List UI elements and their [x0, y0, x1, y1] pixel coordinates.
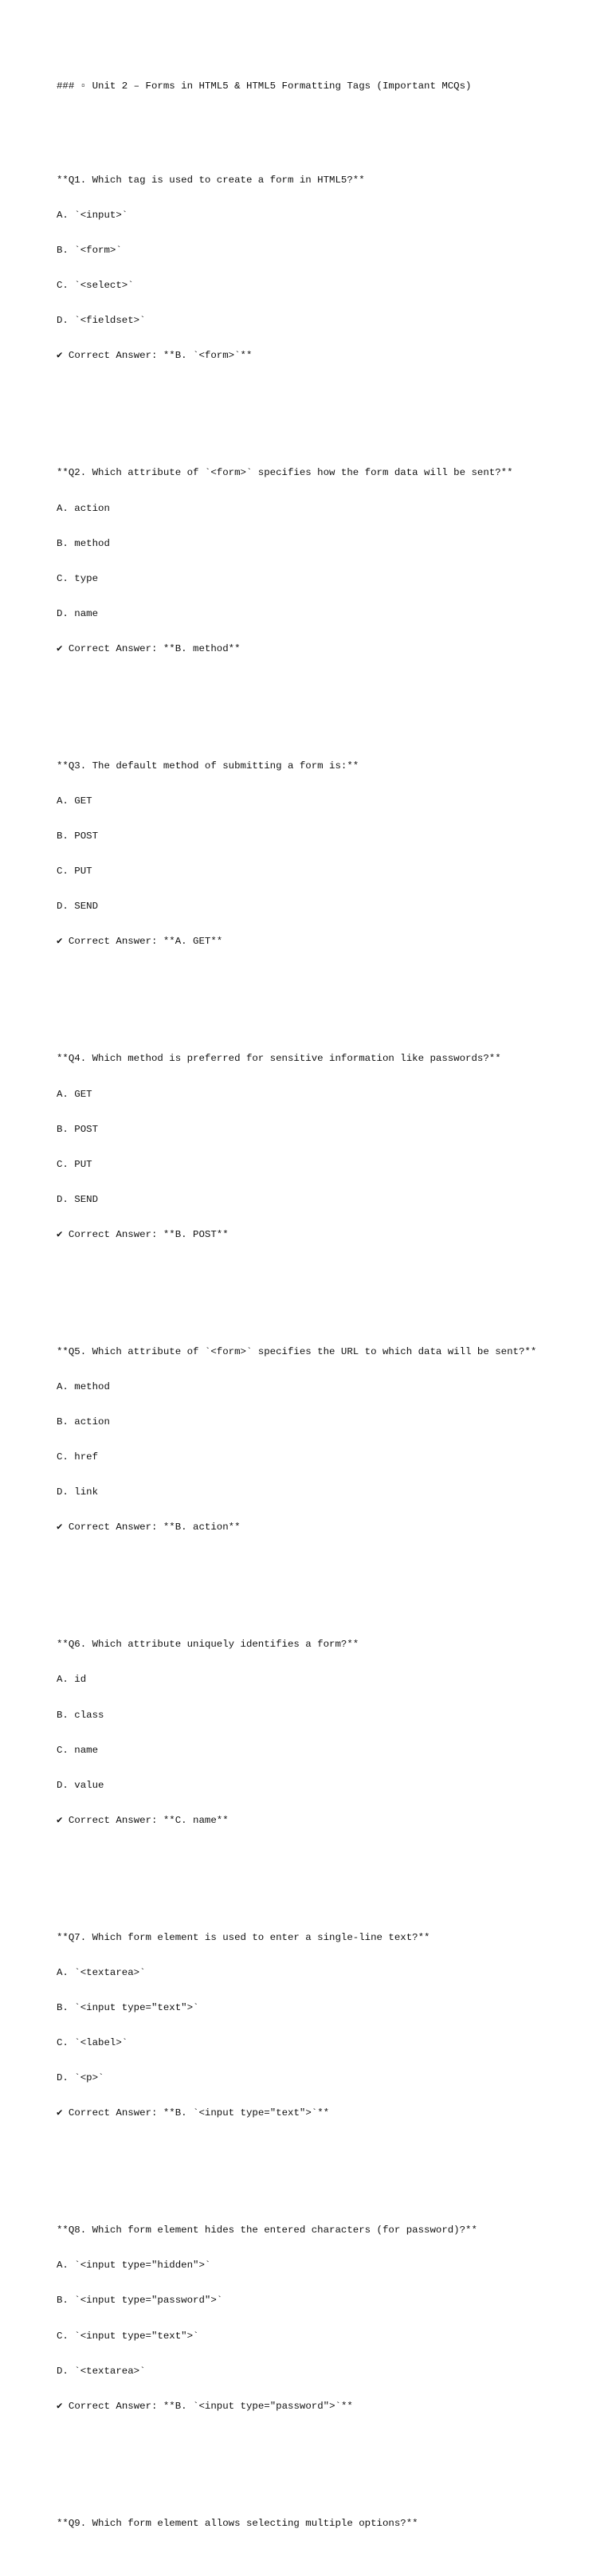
- correct-answer-line: [57, 2107, 598, 2119]
- correct-answer-line: [57, 1815, 598, 1827]
- checkmark-icon: ✔: [57, 642, 63, 654]
- option-a: A. action: [57, 502, 110, 514]
- correct-answer-text: Correct Answer: **A. GET**: [62, 936, 223, 948]
- checkmark-icon: ✔: [57, 350, 63, 362]
- option-b: B. `<input type="text">`: [57, 2002, 199, 2014]
- correct-answer-text: Correct Answer: **B. `<input type="password">`**: [62, 2400, 353, 2412]
- option-a: A. `<input>`: [57, 210, 128, 222]
- correct-answer-text: Correct Answer: **B. POST**: [62, 1228, 229, 1240]
- option-b: B. POST: [57, 831, 99, 842]
- option-d: D. SEND: [57, 901, 99, 913]
- option-b: B. `<form>`: [57, 245, 122, 257]
- correct-answer-text: Correct Answer: **B. action**: [62, 1522, 241, 1533]
- option-a: A. GET: [57, 795, 92, 807]
- option-a: A. method: [57, 1380, 110, 1392]
- checkmark-icon: ✔: [57, 1522, 63, 1533]
- option-c: C. href: [57, 1451, 99, 1463]
- correct-answer-line: [57, 1229, 598, 1241]
- page-heading: ### ▫ Unit 2 – Forms in HTML5 & HTML5 Formatting Tags (Important MCQs): [57, 80, 472, 92]
- question-text: **Q6. Which attribute uniquely identifies a form?**: [57, 1639, 359, 1651]
- option-a: A. `<input type="hidden">`: [57, 2260, 211, 2272]
- option-a: A. GET: [57, 1088, 92, 1100]
- option-d: D. `<fieldset>`: [57, 315, 146, 327]
- option-d: D. `<textarea>`: [57, 2365, 146, 2377]
- checkmark-icon: ✔: [57, 2107, 63, 2119]
- correct-answer-text: Correct Answer: **B. `<input type="text">`**: [62, 2107, 330, 2119]
- question-block: [57, 151, 598, 386]
- option-b: B. method: [57, 537, 110, 549]
- correct-answer-text: Correct Answer: **B. `<form>`**: [62, 350, 253, 362]
- correct-answer-line: [57, 936, 598, 948]
- correct-answer-text: Correct Answer: **B. method**: [62, 642, 241, 654]
- correct-answer-line: [57, 2401, 598, 2413]
- option-d: D. value: [57, 1779, 104, 1791]
- option-c: C. PUT: [57, 1158, 92, 1170]
- question-block: [57, 2201, 598, 2436]
- option-c: C. `<label>`: [57, 2037, 128, 2049]
- option-b: B. action: [57, 1416, 110, 1428]
- question-text: **Q9. Which form element allows selecting multiple options?**: [57, 2517, 418, 2529]
- option-d: D. name: [57, 607, 99, 619]
- document-page: [57, 57, 598, 2576]
- checkmark-icon: ✔: [57, 1814, 63, 1826]
- option-b: B. POST: [57, 1123, 99, 1135]
- option-d: D. link: [57, 1486, 99, 1498]
- question-block: [57, 1908, 598, 2142]
- option-a: A. `<textarea>`: [57, 1966, 146, 1978]
- question-text: **Q3. The default method of submitting a form is:**: [57, 760, 359, 772]
- option-b: B. `<input type="password">`: [57, 2295, 223, 2307]
- option-d: D. `<p>`: [57, 2072, 104, 2084]
- checkmark-icon: ✔: [57, 2400, 63, 2412]
- option-d: D. SEND: [57, 1193, 99, 1205]
- question-text: **Q4. Which method is preferred for sensitive information like passwords?**: [57, 1053, 501, 1065]
- option-c: C. type: [57, 572, 99, 584]
- question-text: **Q5. Which attribute of `<form>` specifies the URL to which data will be sent?**: [57, 1345, 537, 1357]
- option-c: C. `<select>`: [57, 280, 134, 292]
- correct-answer-line: [57, 350, 598, 362]
- option-c: C. `<input type="text">`: [57, 2330, 199, 2342]
- question-text: **Q8. Which form element hides the entered characters (for password)?**: [57, 2225, 477, 2236]
- correct-answer-line: [57, 643, 598, 655]
- option-a: A. id: [57, 1674, 87, 1686]
- correct-answer-text: Correct Answer: **C. name**: [62, 1814, 229, 1826]
- checkmark-icon: ✔: [57, 936, 63, 948]
- question-block: [57, 444, 598, 678]
- question-text: **Q7. Which form element is used to enter a single-line text?**: [57, 1931, 430, 1943]
- option-c: C. PUT: [57, 866, 92, 878]
- option-c: C. name: [57, 1744, 99, 1756]
- correct-answer-line: [57, 1522, 598, 1533]
- question-text: **Q1. Which tag is used to create a form in HTML5?**: [57, 175, 365, 187]
- checkmark-icon: ✔: [57, 1228, 63, 1240]
- question-text: **Q2. Which attribute of `<form>` specifies how the form data will be sent?**: [57, 467, 513, 479]
- question-block: [57, 1616, 598, 1850]
- option-b: B. class: [57, 1709, 104, 1721]
- question-block: [57, 2494, 598, 2553]
- question-block: [57, 1322, 598, 1557]
- question-block: [57, 737, 598, 972]
- question-block: [57, 1030, 598, 1264]
